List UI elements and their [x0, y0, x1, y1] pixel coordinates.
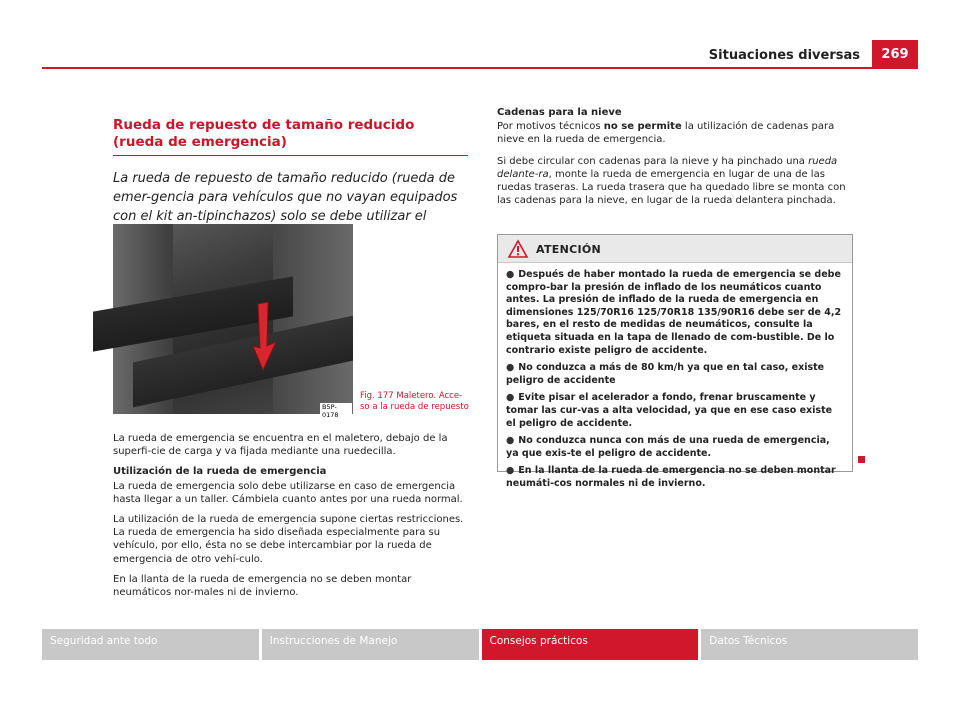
warning-item-text: En la llanta de la rueda de emergencia no se deben montar neumáti-cos normales ni de invierno. — [506, 465, 836, 489]
paragraph-use: La rueda de emergencia solo debe utilizarse en caso de emergencia hasta llegar a un taller. Cámbiela cuanto antes por una rueda normal. — [113, 480, 463, 505]
figure-177 — [113, 224, 469, 419]
warning-item — [506, 465, 844, 490]
figure-code: B5P-0178 — [320, 403, 352, 419]
chains-1-post: la utilización de cadenas para nieve en la rueda de emergencia. — [497, 121, 835, 146]
subheading-use: Utilización de la rueda de emergencia — [113, 466, 327, 478]
trunk-photo — [113, 224, 352, 419]
warning-item — [506, 362, 844, 387]
red-arrow-icon — [249, 302, 279, 372]
section-intro: La rueda de repuesto de tamaño reducido (rueda de emer-gencia para vehículos que no vayan equipados con el kit an-tipinchazos) solo se debe utilizar el — [113, 171, 458, 224]
section-title: Rueda de repuesto de tamaño reducido (rueda de emergencia) — [113, 117, 468, 156]
section-end-marker — [858, 456, 865, 463]
paragraph-tires: En la llanta de la rueda de emergencia no se deben montar neumáticos nor-males ni de invierno. — [113, 573, 412, 599]
header-rule — [42, 67, 918, 69]
footer-tab-datos[interactable]: Datos Técnicos — [701, 629, 918, 660]
footer-nav — [42, 629, 918, 660]
warning-triangle-icon — [508, 240, 528, 258]
warning-item-text: Evite pisar el acelerador a fondo, frenar bruscamente y tomar las cur-vas a alta velocidad, ya que en ese caso existe el peligro de accidente. — [506, 392, 833, 429]
warning-item-text: Después de haber montado la rueda de emergencia se debe compro-bar la presión de inflado de los neumáticos cuanto antes. La presión de inflado de la rueda de emergencia en dimensiones 125/70R16 125/70R18 135/90R16 debe ser de 4,2 bares, en el resto de medidas de neumáticos, consulte la etiqueta situada en la tapa de llenado de com-bustible. De lo contrario existe peligro de accidente. — [506, 269, 842, 356]
paragraph-restrictions: La utilización de la rueda de emergencia supone ciertas restricciones. La rueda de emergencia ha sido diseñada especialmente para su vehículo, por ello, ésta no se debe intercambiar por la rueda de emergencia de otro vehí-culo. — [113, 514, 464, 565]
warning-box — [497, 234, 853, 489]
warning-item-text: No conduzca nunca con más de una rueda de emergencia, ya que exis-te el peligro de accidente. — [506, 435, 830, 459]
paragraph-chains-2 — [497, 155, 853, 208]
warning-title: ATENCIÓN — [536, 243, 602, 256]
warning-list — [498, 263, 852, 491]
bullet-icon: ● — [506, 435, 515, 447]
left-body-text — [113, 432, 468, 606]
warning-item — [506, 269, 844, 357]
warning-header — [498, 235, 852, 263]
running-header-title: Situaciones diversas — [708, 48, 860, 63]
figure-caption: Fig. 177 Maletero. Acce-so a la rueda de repuesto — [360, 391, 469, 412]
chains-1-bold: no se permite — [603, 121, 682, 133]
chains-2-italic: rueda delante-ra — [497, 155, 838, 180]
warning-item — [506, 435, 844, 460]
right-column-text — [497, 106, 853, 215]
subheading-chains: Cadenas para la nieve — [497, 107, 622, 118]
chains-1-pre: Por motivos técnicos — [497, 121, 604, 133]
footer-tab-consejos[interactable]: Consejos prácticos — [482, 629, 699, 660]
bullet-icon: ● — [506, 362, 515, 374]
bullet-icon: ● — [506, 392, 515, 404]
chains-2-pre: Si debe circular con cadenas para la nieve y ha pinchado una — [497, 155, 809, 167]
footer-tab-seguridad[interactable]: Seguridad ante todo — [42, 629, 259, 660]
chains-2-post: , monte la rueda de emergencia en lugar de una de las ruedas traseras. La rueda trasera que ha quedado libre se monta con las cadenas para la nieve, en lugar de la rueda delantera pinchada. — [497, 168, 846, 207]
paragraph-chains-1 — [497, 120, 853, 146]
footer-tab-instrucciones[interactable]: Instrucciones de Manejo — [262, 629, 479, 660]
page-number: 269 — [872, 40, 918, 68]
warning-item-text: No conduzca a más de 80 km/h ya que en tal caso, existe peligro de accidente — [506, 362, 825, 386]
paragraph-location: La rueda de emergencia se encuentra en el maletero, debajo de la superfi-cie de carga y va fijada mediante una ruedecilla. — [113, 433, 448, 458]
bullet-icon: ● — [506, 269, 515, 280]
warning-item — [506, 392, 844, 430]
bullet-icon: ● — [506, 465, 515, 477]
